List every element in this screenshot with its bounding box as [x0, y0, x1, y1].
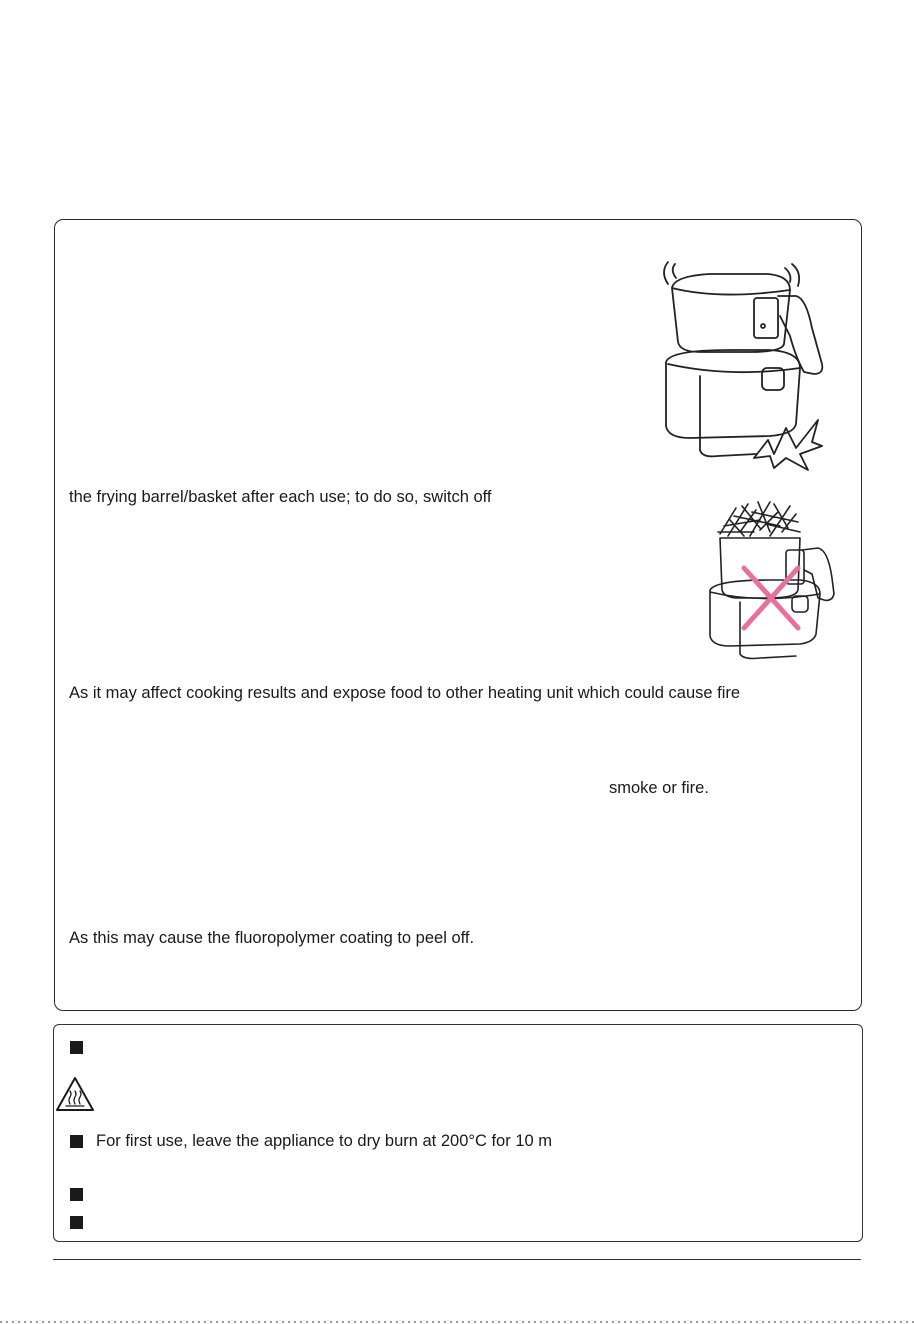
note-bullet [70, 1135, 83, 1148]
note-bullet [70, 1041, 83, 1054]
hot-surface-warning-icon [55, 1076, 95, 1112]
note-bullet [70, 1188, 83, 1201]
cooking-results-warning: As it may affect cooking results and expose food to other heating unit which could cause fire [69, 684, 741, 702]
footer-rule [53, 1259, 861, 1260]
coating-peel-warning: As this may cause the fluoropolymer coating to peel off. [69, 929, 475, 947]
page-edge-dotted-line [0, 1321, 914, 1323]
smoke-fire-warning: smoke or fire. [609, 779, 709, 797]
shaking-basket-illustration [650, 258, 840, 473]
basket-cleaning-instruction: the frying barrel/basket after each use; to do so, switch off [69, 488, 492, 506]
note-bullet [70, 1216, 83, 1229]
overfilled-basket-illustration [700, 498, 840, 663]
first-use-instruction: For first use, leave the appliance to dry burn at 200°C for 10 m [96, 1132, 552, 1150]
